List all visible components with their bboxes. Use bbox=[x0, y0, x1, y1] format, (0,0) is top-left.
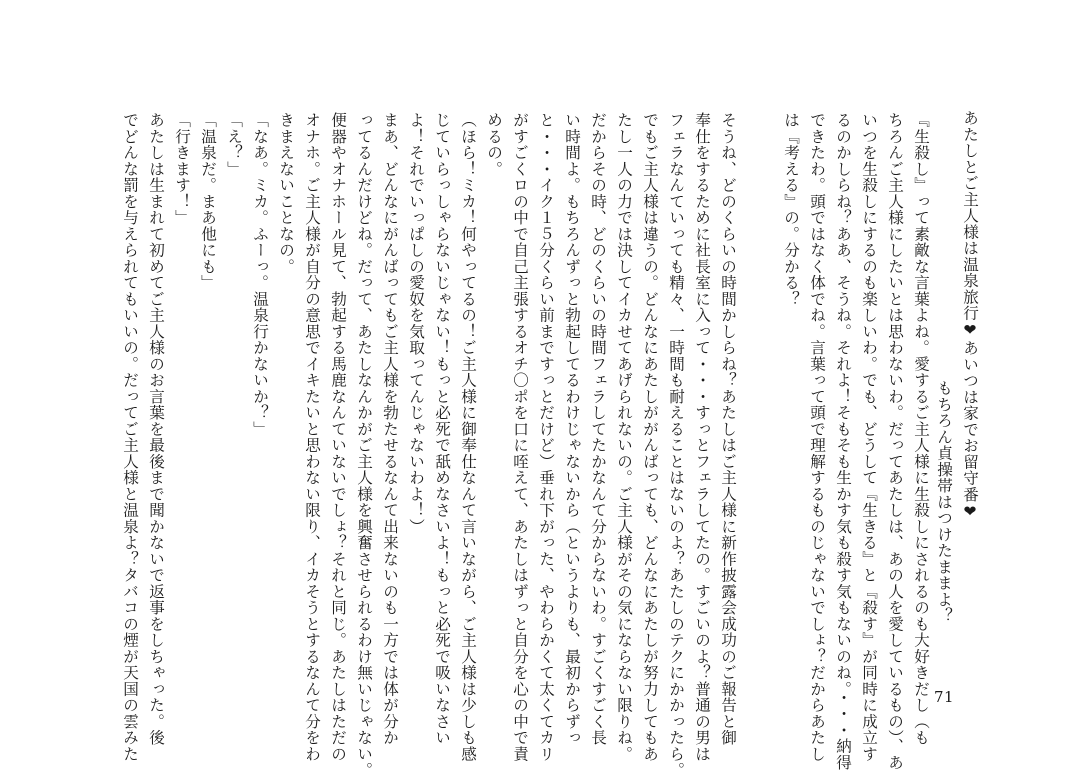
text-line: めるの。 bbox=[485, 112, 503, 177]
text-line: 「温泉だ。まあ他にも」 bbox=[199, 112, 217, 291]
text-line: 『生殺し』って素敵な言葉よね。愛するご主人様に生殺しにされるのも大好きだし（も bbox=[912, 112, 930, 746]
text-line: フェラなんていっても精々、一時間も耐えることはないのよ？あたしのテクにかかったら。 bbox=[667, 112, 685, 778]
text-line: できたわ。頭ではなく体でね。言葉って頭で理解するものじゃないでしょ？だからあたし bbox=[808, 112, 826, 762]
text-line: がすごくロの中で自己主張するオチ〇ポを口に咥えて、あたしはずっと自分を心の中で責 bbox=[511, 112, 529, 762]
text-line: あたしは生まれて初めてご主人様のお言葉を最後まで聞かないで返事をしちゃった。後 bbox=[147, 112, 165, 746]
text-line: まあ、どんなにがんばってもご主人様を勃たせるなんて出来ないのも一方では体が分か bbox=[381, 112, 399, 746]
text-line: じていらっしゃらないじゃない！もっと必死で舐めなさいよ！もっと必死で吸いなさい bbox=[433, 112, 451, 746]
text-line: オナホ。ご主人様が自分の意思でイキたいと思わない限り、イカそうとするなんて分をわ bbox=[303, 112, 321, 762]
text-line: 「え？」 bbox=[225, 112, 243, 177]
chapter-subtitle-text: もちろん貞操帯はつけたままよ？ bbox=[935, 380, 953, 624]
text-line: ってるんだけどね。だって、あたしなんかがご主人様を興奮させられるわけ無いじゃない。 bbox=[355, 112, 373, 778]
chapter-title bbox=[961, 110, 977, 670]
text-line: 便器やオナホール見て、勃起する馬鹿なんていないでしょ？それと同じ。あたしはただの bbox=[329, 112, 347, 762]
text-line: は『考える』の。分かる？ bbox=[782, 112, 800, 307]
chapter-subtitle bbox=[935, 110, 951, 655]
page-number: 71 bbox=[934, 688, 955, 706]
text-line: よ！それでいっぱしの愛奴を気取ってんじゃないわよ！） bbox=[407, 112, 425, 535]
text-line: でもご主人様は違うの。どんなにあたしががんばっても、どんなにあたしが努力してもあ bbox=[641, 112, 659, 762]
chapter-title-text: あたしとご主人様は温泉旅行❤あいつは家でお留守番❤ bbox=[961, 110, 979, 522]
text-line: だからその時、どのくらいの時間フェラしてたかなんて分からないわ。すごくすごく長 bbox=[589, 112, 607, 746]
text-line: でどんな罰を与えられてもいいの。だってご主人様と温泉よ？タバコの煙が天国の雲みた bbox=[121, 112, 139, 762]
text-line: 「行きます！」 bbox=[173, 112, 191, 226]
text-line: きまえないことなの。 bbox=[277, 112, 295, 275]
text-line: と・・・イク１５分くらい前まですっとだけど）垂れ下がった、やわらかくて太くてカリ bbox=[537, 112, 555, 762]
text-line: 「なあ。ミカ。ふーっ。温泉行かないか？」 bbox=[251, 112, 269, 437]
text-line: 奉仕をするために社長室に入って・・・すっとフェラしてたの。すごいのよ？普通の男は bbox=[693, 112, 711, 762]
text-line: い時間よ。もちろんずっと勃起してるわけじゃないから（というよりも、最初からずっ bbox=[563, 112, 581, 746]
text-line: そうね、どのくらいの時間かしらね？あたしはご主人様に新作披露会成功のご報告と御 bbox=[719, 112, 737, 746]
text-line: るのかしらね？ああ、そうね。それよ！そもそも生かす気も殺す気もないのね。・・・納得 bbox=[834, 112, 852, 771]
text-line: ちろんご主人様にしたいとは思わないわ。だってあたしは、あの人を愛しているもの）、あ bbox=[886, 112, 904, 771]
text-line: いつを生殺しにするのも楽しいわ。でも、どうして『生きる』と『殺す』が同時に成立す bbox=[860, 112, 878, 762]
text-line: （ほら！ミカ！何やってるの！ご主人様に御奉仕なんて言いながら、ご主人様は少しも感 bbox=[459, 112, 477, 762]
text-line: たし一人の力では決してイカせてあげられないの。ご主人様がその気にならない限りね。 bbox=[615, 112, 633, 762]
